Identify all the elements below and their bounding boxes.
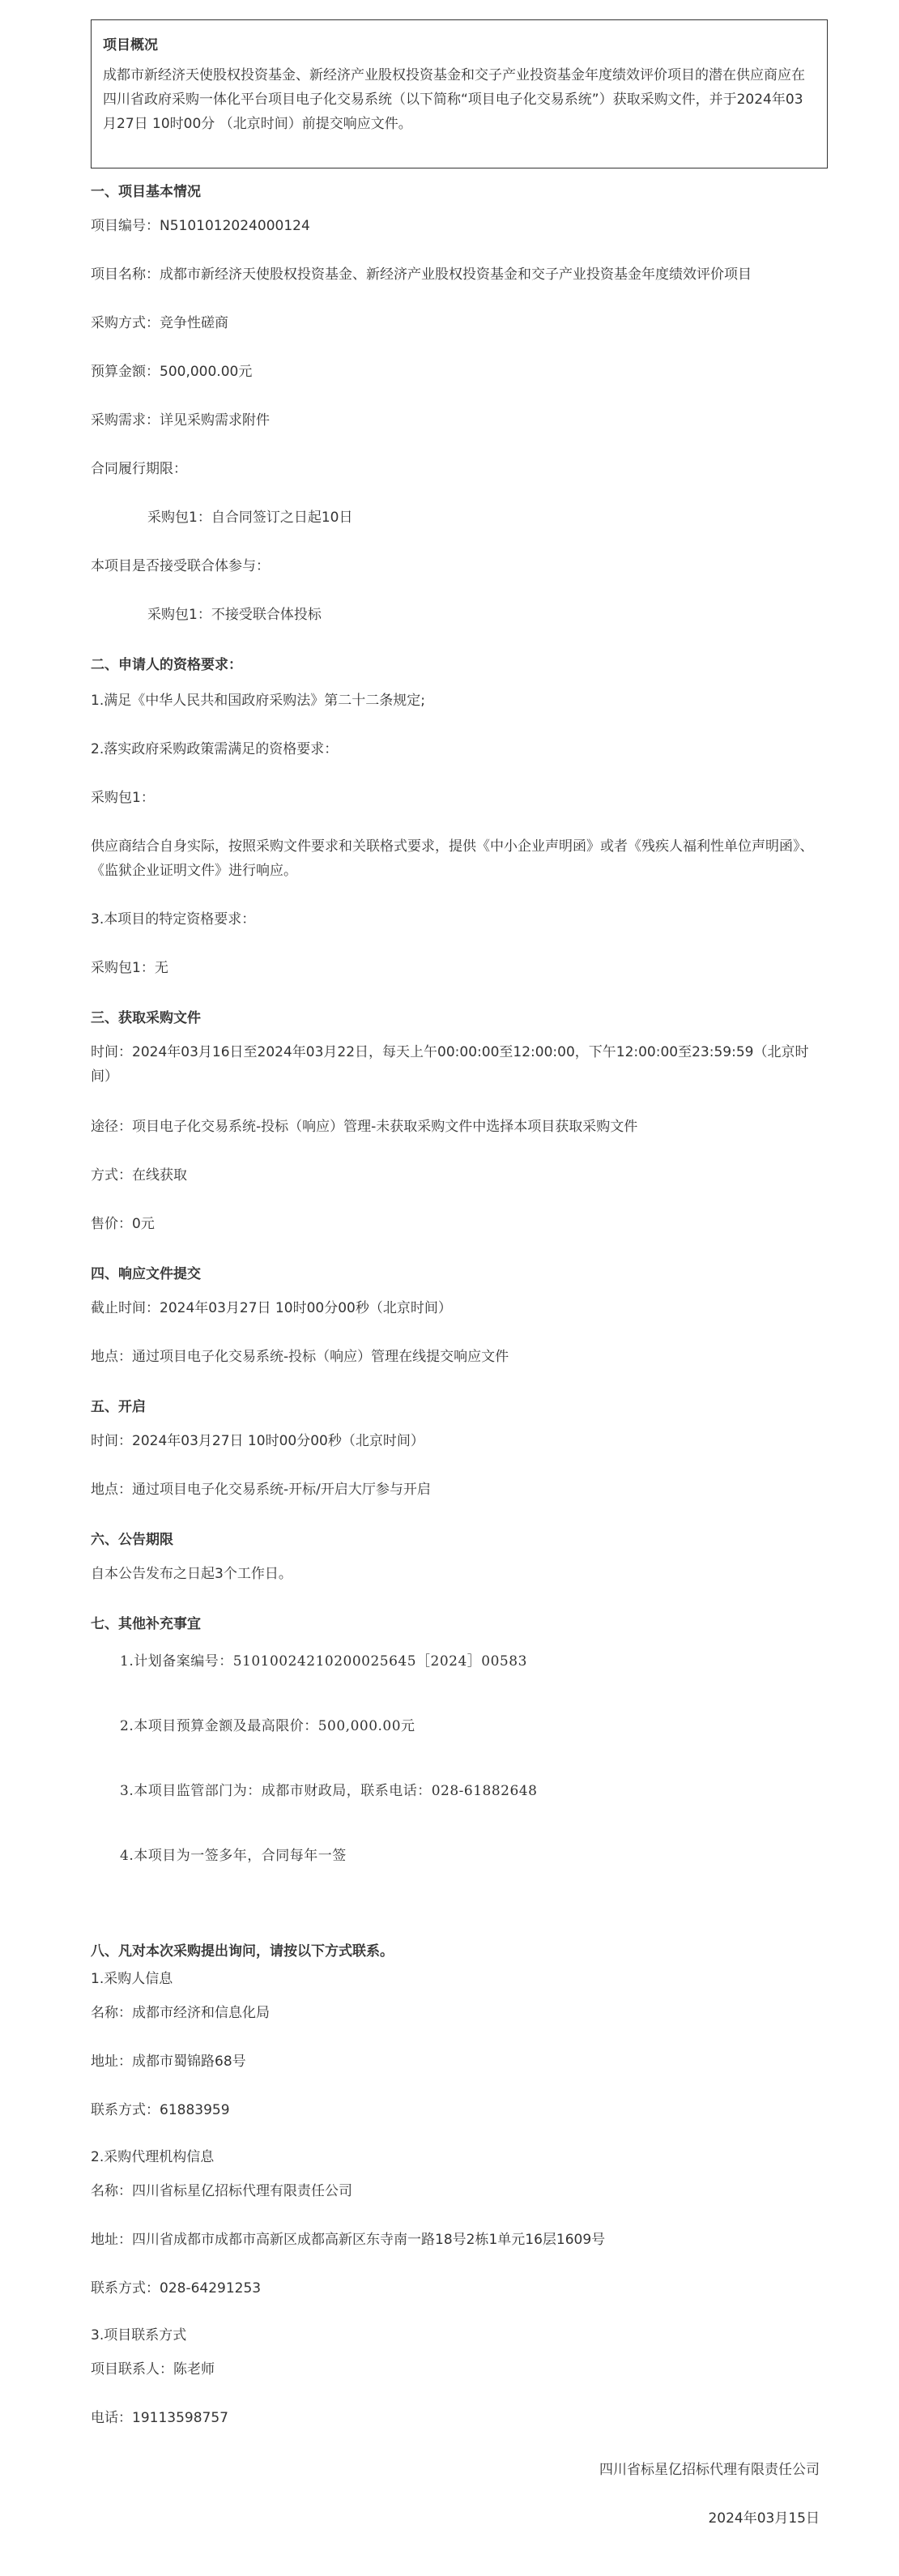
overview-title: 项目概况: [103, 37, 158, 53]
section-6-heading: 六、公告期限: [91, 1532, 173, 1548]
agency-address: 地址：四川省成都市成都市高新区成都高新区东寺南一路18号2栋1单元16层1609号: [91, 2232, 606, 2248]
submission-place: 地点：通过项目电子化交易系统-投标（响应）管理在线提交响应文件: [91, 1349, 509, 1365]
project-number: 项目编号：N5101012024000124: [91, 218, 310, 234]
obtain-price: 售价：0元: [91, 1216, 155, 1232]
contact-info-label: 3.项目联系方式: [91, 2327, 187, 2344]
contract-term-label: 合同履行期限：: [91, 461, 187, 477]
obtain-route: 途径：项目电子化交易系统-投标（响应）管理-未获取采购文件中选择本项目获取采购文件: [91, 1119, 638, 1135]
supplement-item: 2.本项目预算金额及最高限价：500,000.00元: [120, 1718, 415, 1734]
qualification-package-text: 供应商结合自身实际，按照采购文件要求和关联格式要求，提供《中小企业声明函》或者《残疾人福利性单位声明函》、《监狱企业证明文件》进行响应。: [91, 838, 814, 879]
contact-person: 项目联系人：陈老师: [91, 2361, 215, 2378]
opening-place: 地点：通过项目电子化交易系统-开标/开启大厅参与开启: [91, 1482, 431, 1498]
supplement-item: 4.本项目为一签多年，合同每年一签: [120, 1848, 347, 1864]
buyer-phone: 联系方式：61883959: [91, 2102, 230, 2118]
supplement-item: 3.本项目监管部门为：成都市财政局，联系电话：028-61882648: [120, 1783, 538, 1799]
section-8-heading: 八、凡对本次采购提出询问，请按以下方式联系。: [91, 1943, 394, 1960]
agency-info-label: 2.采购代理机构信息: [91, 2149, 215, 2165]
buyer-name: 名称：成都市经济和信息化局: [91, 2005, 270, 2021]
section-2-heading: 二、申请人的资格要求：: [91, 657, 242, 673]
contract-term-package: 采购包1：自合同签订之日起10日: [147, 510, 353, 526]
submission-deadline: 截止时间：2024年03月27日 10时00分00秒（北京时间）: [91, 1300, 452, 1316]
notice-period: 自本公告发布之日起3个工作日。: [91, 1566, 292, 1582]
procurement-method: 采购方式：竞争性磋商: [91, 315, 228, 331]
footer-date: 2024年03月15日: [708, 2510, 820, 2527]
section-7-heading: 七、其他补充事宜: [91, 1616, 201, 1632]
qualification-package-label: 采购包1：: [91, 790, 155, 806]
section-5-heading: 五、开启: [91, 1399, 146, 1415]
consortium-package: 采购包1：不接受联合体投标: [147, 607, 322, 623]
consortium-label: 本项目是否接受联合体参与：: [91, 558, 270, 574]
section-4-heading: 四、响应文件提交: [91, 1266, 201, 1282]
project-name: 项目名称：成都市新经济天使股权投资基金、新经济产业股权投资基金和交子产业投资基金年度绩效评价项目: [91, 267, 752, 283]
qualification-item-1: 1.满足《中华人民共和国政府采购法》第二十二条规定;: [91, 693, 425, 709]
supplement-item: 1.计划备案编号：5101002421020002​5645［2024］00583: [120, 1653, 527, 1670]
obtain-time: 时间：2024年03月16日至2024年03月22日，每天上午00:00:00至12:00:00，下午12:00:00至23:59:59（北京时间）: [91, 1044, 809, 1085]
obtain-mode: 方式：在线获取: [91, 1167, 187, 1184]
contact-phone: 电话：19113598757: [91, 2410, 228, 2426]
qualification-item-2: 2.落实政府采购政策需满足的资格要求：: [91, 741, 339, 757]
buyer-address: 地址：成都市蜀锦路68号: [91, 2054, 246, 2070]
qualification-item-3: 3.本项目的特定资格要求：: [91, 911, 256, 928]
footer-organization: 四川省标星亿招标代理有限责任公司: [599, 2462, 820, 2478]
section-1-heading: 一、项目基本情况: [91, 184, 201, 200]
project-overview-box: [91, 19, 828, 168]
section-3-heading: 三、获取采购文件: [91, 1010, 201, 1026]
overview-body: 成都市新经济天使股权投资基金、新经济产业股权投资基金和交子产业投资基金年度绩效评价项目的潜在供应商应在四川省政府采购一体化平台项目电子化交易系统（以下简称“项目电子化交易系统”）获取采购文件，并于2024年03月27日 10时00分 （北京时间）前提交响应文件。: [103, 67, 805, 132]
opening-time: 时间：2024年03月27日 10时00分00秒（北京时间）: [91, 1433, 424, 1449]
qualification-item-3-package: 采购包1：无: [91, 960, 168, 976]
agency-phone: 联系方式：028-64291253: [91, 2280, 262, 2297]
procurement-demand: 采购需求：详见采购需求附件: [91, 412, 270, 429]
buyer-info-label: 1.采购人信息: [91, 1971, 173, 1987]
agency-name: 名称：四川省标星亿招标代理有限责任公司: [91, 2183, 352, 2199]
budget-amount: 预算金额：500,000.00元: [91, 364, 253, 380]
